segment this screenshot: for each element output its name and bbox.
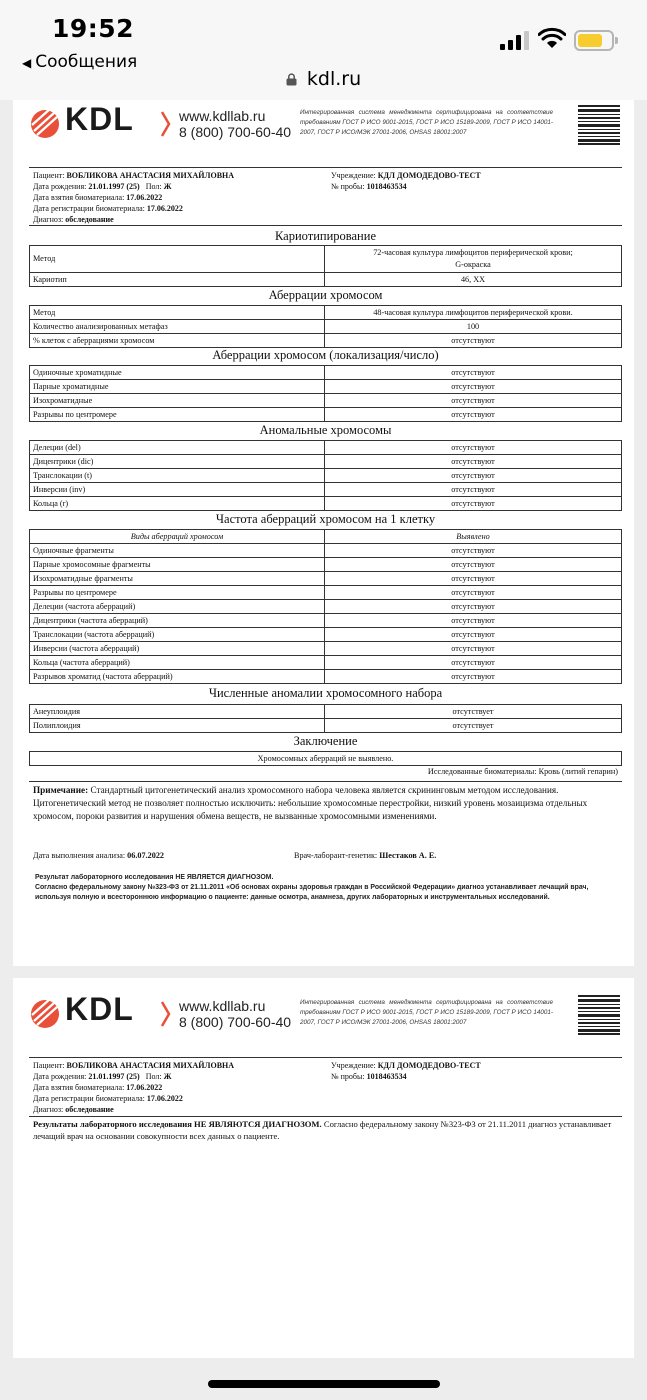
phone-number: 8 (800) 700-60-40 bbox=[179, 1014, 292, 1030]
numeric-anomalies-table bbox=[29, 704, 622, 733]
table-row bbox=[30, 752, 622, 766]
table-row: Разрывов хроматид (частота аберраций) отсутствуют bbox=[30, 670, 622, 684]
barcode-icon bbox=[578, 995, 620, 1035]
page2-notice: Результаты лабораторного исследования НЕ ЯВЛЯЮТСЯ ДИАГНОЗОМ. Согласно федеральному закону №323-ФЗ от 21.11.2011 диагноз устанавливает лечащий врач на основании совокупности всех данных о пациенте. bbox=[33, 1119, 612, 1141]
karyotyping-table bbox=[29, 245, 622, 287]
table-row: Транслокации (t) отсутствуют bbox=[30, 469, 622, 483]
sample-number: 1018463534 bbox=[366, 182, 407, 191]
url-text: kdl.ru bbox=[306, 68, 362, 90]
table-row: Дицентрики (dic) отсутствуют bbox=[30, 455, 622, 469]
section-title-abnormal: Аномальные хромосомы bbox=[259, 423, 392, 437]
table-row: Парные хромосомные фрагменты отсутствуют bbox=[30, 558, 622, 572]
note-label: Примечание: bbox=[33, 785, 89, 795]
phone-number: 8 (800) 700-60-40 bbox=[179, 124, 292, 140]
status-bar bbox=[0, 0, 647, 100]
frequency-table bbox=[29, 529, 622, 684]
aberrations-table bbox=[29, 305, 622, 348]
diagnosis: обследование bbox=[65, 215, 114, 224]
institution: КДЛ ДОМОДЕДОВО-ТЕСТ bbox=[377, 171, 481, 180]
note bbox=[33, 784, 618, 823]
patient-info-right: Учреждение: КДЛ ДОМОДЕДОВО-ТЕСТ № пробы: 1018463534 bbox=[331, 1061, 481, 1081]
localization-table bbox=[29, 365, 622, 422]
section-title-aberrations: Аберрации хромосом bbox=[268, 288, 383, 302]
sample-reg-date: 17.06.2022 bbox=[146, 204, 183, 213]
table-row: Дицентрики (частота аберраций) отсутствуют bbox=[30, 614, 622, 628]
back-label: Сообщения bbox=[35, 52, 138, 72]
clock: 19:52 bbox=[52, 14, 135, 43]
table-row: Одиночные фрагменты отсутствуют bbox=[30, 544, 622, 558]
table-row: Метод 72-часовая культура лимфоцитов периферической крови; G-окраска bbox=[30, 246, 622, 273]
section-title-karyotyping: Кариотипирование bbox=[275, 229, 376, 243]
table-row: Инверсии (частота аберраций) отсутствуют bbox=[30, 642, 622, 656]
certification-text: Интегрированная система менеджмента сертифицирована на соответствие требованиям ГОСТ Р ИСО 9001-2015, ГОСТ Р ИСО 15189-2009, ГОСТ Р ИСО 14001-2007, ГОСТ Р ИСО/МЭК 27001-2006, OHSAS 18001:2007 bbox=[300, 109, 553, 136]
address-bar[interactable] bbox=[0, 68, 647, 90]
section-title-conclusion: Заключение bbox=[293, 734, 358, 748]
patient-sex: Ж bbox=[163, 182, 172, 191]
disclaimer: Результат лабораторного исследования НЕ ЯВЛЯЕТСЯ ДИАГНОЗОМ. Согласно федеральному закону №323-ФЗ от 21.11.2011 «Об основах охраны здоровья граждан в Российской Федерации» диагноз устанавливает лечащий врач, используя полную и всестороннюю информацию о пациенте: данные осмотра, анамнеза, других лабораторных и инструментальных исследований. bbox=[35, 874, 589, 901]
table-row: Делеции (del) отсутствуют bbox=[30, 441, 622, 455]
note-text: Стандартный цитогенетический анализ хромосомного набора человека является скрининговым методом исследования. Цитогенетический метод не позволяет полностью исключить: небольшие хромосомные перестройки, низкий уровень мозаицизма отдельных хромосом, пороки развития и нарушения обмена веществ, не вызванные хромосомными изменениями. bbox=[33, 785, 588, 821]
report-page-1 bbox=[13, 100, 634, 966]
birth-date: 21.01.1997 (25) bbox=[88, 182, 140, 191]
table-row: % клеток с аберрациями хромосом отсутствуют bbox=[30, 334, 622, 348]
patient-name: ВОБЛИКОВА АНАСТАСИЯ МИХАЙЛОВНА bbox=[66, 171, 235, 180]
analysis-date: Дата выполнения анализа: 06.07.2022 bbox=[33, 851, 164, 860]
lock-icon bbox=[286, 73, 297, 86]
patient-info-right: Учреждение: КДЛ ДОМОДЕДОВО-ТЕСТ № пробы: 1018463534 bbox=[331, 171, 481, 191]
info-divider bbox=[29, 225, 622, 226]
table-row: Одиночные хроматидные отсутствуют bbox=[30, 366, 622, 380]
certification-text: Интегрированная система менеджмента сертифицирована на соответствие требованиям ГОСТ Р ИСО 9001-2015, ГОСТ Р ИСО 15189-2009, ГОСТ Р ИСО 14001-2007, ГОСТ Р ИСО/МЭК 27001-2006, OHSAS 18001:2007 bbox=[300, 999, 553, 1026]
table-row: Кольца (r) отсутствуют bbox=[30, 497, 622, 511]
logo-text: KDL bbox=[65, 101, 134, 137]
table-row: Разрывы по центромере отсутствуют bbox=[30, 408, 622, 422]
report-page-2 bbox=[13, 978, 634, 1358]
table-row: Парные хроматидные отсутствуют bbox=[30, 380, 622, 394]
table-row: Полиплоидия отсутствует bbox=[30, 719, 622, 733]
section-title-numeric: Численные аномалии хромосомного набора bbox=[208, 686, 443, 700]
cellular-signal-icon bbox=[500, 30, 530, 50]
table-row: Разрывы по центромере отсутствуют bbox=[30, 586, 622, 600]
back-triangle-icon: ◀ bbox=[22, 56, 32, 70]
abnormal-chromosomes-table bbox=[29, 440, 622, 511]
barcode-icon bbox=[578, 105, 620, 145]
conclusion-text: Хромосомных аберраций не выявлено. bbox=[30, 752, 622, 766]
table-row: Количество анализированных метафаз 100 bbox=[30, 320, 622, 334]
header-divider bbox=[29, 167, 622, 168]
conclusion-divider bbox=[29, 781, 622, 782]
section-title-frequency: Частота аберраций хромосом на 1 клетку bbox=[215, 512, 436, 526]
sample-taken-date: 17.06.2022 bbox=[126, 193, 163, 202]
biomaterial-text: Исследованные биоматериалы: Кровь (литий гепарин) bbox=[427, 767, 618, 776]
patient-info-left: Пациент: ВОБЛИКОВА АНАСТАСИЯ МИХАЙЛОВНА Дата рождения: 21.01.1997 (25) Пол: Ж Дата взятия биоматериала: 17.06.2022 Дата регистрации биоматериала: 17.06.2022 Диагноз: обследование bbox=[33, 171, 235, 224]
table-row: Изохроматидные фрагменты отсутствуют bbox=[30, 572, 622, 586]
table-row: Кариотип 46, XX bbox=[30, 273, 622, 287]
table-row: Метод 48-часовая культура лимфоцитов периферической крови. bbox=[30, 306, 622, 320]
home-indicator[interactable] bbox=[208, 1380, 440, 1388]
karyotype-value: 46, XX bbox=[325, 273, 622, 287]
conclusion-table bbox=[29, 751, 622, 766]
wifi-icon bbox=[538, 27, 566, 51]
logo-text: KDL bbox=[65, 991, 134, 1027]
table-header-row: Виды аберраций хромосом Выявлено bbox=[30, 530, 622, 544]
section-title-localization: Аберрации хромосом (локализация/число) bbox=[212, 348, 439, 362]
table-row: Кольца (частота аберраций) отсутствуют bbox=[30, 656, 622, 670]
table-row: Инверсии (inv) отсутствуют bbox=[30, 483, 622, 497]
doctor-signature: Врач-лаборант-генетик: Шестаков А. Е. bbox=[294, 851, 437, 860]
header-divider bbox=[29, 1057, 622, 1058]
patient-info-left: Пациент: ВОБЛИКОВА АНАСТАСИЯ МИХАЙЛОВНА Дата рождения: 21.01.1997 (25) Пол: Ж Дата взятия биоматериала: 17.06.2022 Дата регистрации биоматериала: 17.06.2022 Диагноз: обследование bbox=[33, 1061, 235, 1114]
table-row: Анеуплоидия отсутствует bbox=[30, 705, 622, 719]
website: www.kdllab.ru bbox=[179, 108, 266, 124]
table-row: Изохроматидные отсутствуют bbox=[30, 394, 622, 408]
website: www.kdllab.ru bbox=[179, 998, 266, 1014]
info-divider bbox=[29, 1116, 622, 1117]
battery-icon bbox=[574, 30, 614, 51]
table-row: Делеции (частота аберраций) отсутствуют bbox=[30, 600, 622, 614]
table-row: Транслокации (частота аберраций) отсутствуют bbox=[30, 628, 622, 642]
